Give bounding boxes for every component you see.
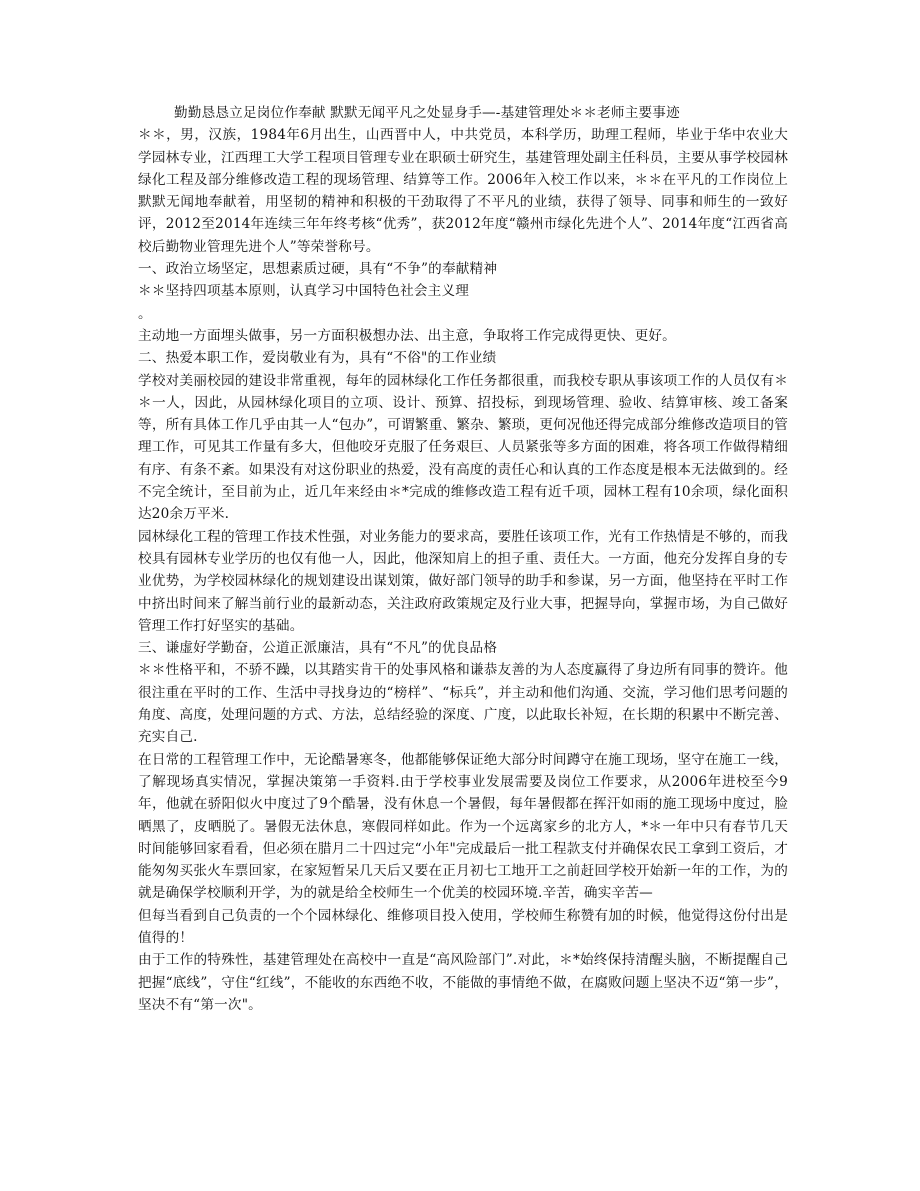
paragraph-expertise: 园林绿化工程的管理工作技术性强，对业务能力的要求高，要胜任该项工作，光有工作热情是不够的，而我校具有园林专业学历的也仅有他一人，因此，他深知肩上的担子重、责任大。一方面，他充分发挥自身的专业优势，为学校园林绿化的规划建设出谋划策，做好部门领导的助手和参谋，另一方面，他坚持在平时工作中挤出时间来了解当前行业的最新动态，关注政府政策规定及行业大事，把握导向，掌握市场，为自己做好管理工作打好坚实的基础。 (138, 528, 788, 634)
paragraph-workload: 学校对美丽校园的建设非常重视，每年的园林绿化工作任务都很重，而我校专职从事该项工作的人员仅有＊＊一人，因此，从园林绿化项目的立项、设计、预算、招投标，到现场管理、验收、结算审核、竣工备案等，所有具体工作几乎由其一人“包办”，可谓繁重、繁杂、繁琐，更何况他还得完成部分维修改造项目的管理工作，可见其工作量有多大，但他咬牙克服了任务艰巨、人员紧张等多方面的困难，将各项工作做得精细有序、有条不紊。如果没有对这份职业的热爱，没有高度的责任心和认真的工作态度是根本无法做到的。经不完全统计，至目前为止，近几年来经由＊*完成的维修改造工程有近千项，园林工程有10余项，绿化面积达20余万平米. (138, 372, 788, 523)
document-body (138, 102, 788, 1016)
paragraph-fragment: 。 (138, 305, 152, 322)
paragraph-character: ＊＊性格平和，不骄不躁，以其踏实肯干的处事风格和谦恭友善的为人态度赢得了身边所有同事的赞许。他很注重在平时的工作、生活中寻找身边的“榜样”、“标兵”，并主动和他们沟通、交流，学习他们思考问题的角度、高度，处理问题的方式、方法，总结经验的深度、广度，以此取长补短，在长期的积累中不断完善、充实自己. (138, 662, 788, 746)
section-heading-1: 一、政治立场坚定，思想素质过硬，具有“不争”的奉献精神 (138, 261, 498, 278)
paragraph-politics: ＊＊坚持四项基本原则，认真学习中国特色社会主义理 (138, 283, 470, 300)
document-title: 勤勤恳恳立足岗位作奉献 默默无闻平凡之处显身手—-基建管理处＊＊老师主要事迹 (174, 105, 680, 121)
section-heading-2: 二、热爱本职工作，爱岗敬业有为，具有“不俗"的工作业绩 (138, 350, 497, 367)
paragraph-reward: 但每当看到自己负责的一个个园林绿化、维修项目投入使用，学校师生称赞有加的时候，他觉得这份付出是值得的！ (138, 907, 788, 946)
paragraph-integrity: 由于工作的特殊性，基建管理处在高校中一直是“高风险部门”.对此，＊*始终保持清醒头脑，不断提醒自己把握“底线”，守住“红线”，不能收的东西绝不收，不能做的事情绝不做，在腐败问题上坚决不迈“第一步”，坚决不有“第一次"。 (138, 952, 788, 1013)
paragraph-initiative: 主动地一方面埋头做事，另一方面积极想办法、出主意，争取将工作完成得更快、更好。 (138, 327, 676, 344)
paragraph-intro: ＊＊，男，汉族，1984年6月出生，山西晋中人，中共党员，本科学历，助理工程师，毕业于华中农业大学园林专业，江西理工大学工程项目管理专业在职硕士研究生，基建管理处副主任科员，主要从事学校园林绿化工程及部分维修改造工程的现场管理、结算等工作。2006年入校工作以来，＊＊在平凡的工作岗位上默默无闻地奉献着，用坚韧的精神和积极的干劲取得了不平凡的业绩，获得了领导、同事和师生的一致好评，2012至2014年连续三年年终考核“优秀”，获2012年度“赣州市绿化先进个人”、2014年度“江西省高校后勤物业管理先进个人”等荣誉称号。 (138, 127, 788, 255)
section-heading-3: 三、谦虚好学勤奋，公道正派廉洁，具有“不凡”的优良品格 (138, 640, 498, 657)
paragraph-dedication: 在日常的工程管理工作中，无论酷暑寒冬，他都能够保证绝大部分时间蹲守在施工现场，坚守在施工一线，了解现场真实情况，掌握决策第一手资料.由于学校事业发展需要及岗位工作要求，从2006年进校至今9年，他就在骄阳似火中度过了9个酷暑，没有休息一个暑假，每年暑假都在挥汗如雨的施工现场中度过，脸晒黑了，皮晒脱了。暑假无法休息，寒假同样如此。作为一个远离家乡的北方人，*＊一年中只有春节几天时间能够回家看看，但必须在腊月二十四过完“小年"完成最后一批工程款支付并确保农民工拿到工资后，才能匆匆买张火车票回家，在家短暂呆几天后又要在正月初七工地开工之前赶回学校开始新一年的工作，为的就是确保学校顺利开学，为的就是给全校师生一个优美的校园环境.辛苦，确实辛苦— (138, 751, 788, 902)
